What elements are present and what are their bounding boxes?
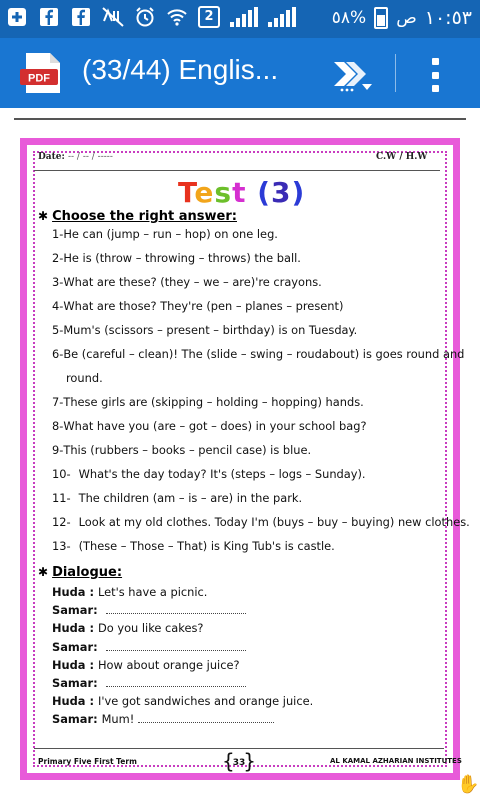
section-heading-choose: ✱ Choose the right answer: bbox=[38, 209, 237, 224]
dialogue-text: How about orange juice? bbox=[97, 657, 240, 672]
battery-icon bbox=[374, 7, 388, 29]
question-text: He can (jump – run – hop) on one leg. bbox=[63, 227, 278, 241]
dialogue-speaker: Samar: bbox=[52, 712, 98, 727]
answer-blank bbox=[106, 641, 246, 651]
question-text: This (rubbers – books – pencil case) is blue. bbox=[63, 443, 312, 457]
question-item bbox=[52, 395, 364, 409]
question-item bbox=[52, 251, 301, 265]
date-field: Date: -- / -- / ----- bbox=[38, 152, 113, 162]
question-item bbox=[52, 467, 366, 481]
page-top-divider bbox=[14, 118, 466, 120]
dialogue-line: Huda : Do you like cakes? bbox=[52, 621, 204, 636]
question-item bbox=[52, 491, 302, 505]
dialogue-speaker: Samar: bbox=[52, 676, 98, 690]
dialogue-text: Do you like cakes? bbox=[97, 621, 204, 636]
dialogue-line bbox=[52, 640, 246, 654]
battery-percent: ٥٨% bbox=[331, 8, 367, 28]
question-item bbox=[52, 443, 311, 457]
dialogue-speaker: Huda bbox=[52, 585, 86, 599]
test-letter: e bbox=[194, 176, 215, 209]
dialogue-speaker: Huda bbox=[52, 657, 86, 672]
question-text: What are those? They're (pen – planes – present) bbox=[63, 299, 344, 313]
page-number: { 33 } bbox=[224, 752, 254, 774]
status-right bbox=[332, 7, 472, 29]
status-bar bbox=[0, 0, 480, 38]
question-text: The children (am – is – are) in the park. bbox=[78, 491, 303, 505]
question-item bbox=[52, 539, 335, 553]
mute-icon bbox=[102, 6, 124, 28]
test-title: Test (3) bbox=[178, 176, 306, 209]
question-number: 5- bbox=[52, 323, 64, 337]
dialogue-text: I've got sandwiches and orange juice. bbox=[97, 694, 314, 709]
facebook-icon bbox=[70, 6, 92, 28]
question-item bbox=[52, 227, 278, 241]
facebook-icon bbox=[38, 6, 60, 28]
question-item bbox=[52, 347, 464, 361]
question-text: He is (throw – throwing – throws) the ball. bbox=[63, 251, 301, 265]
add-icon bbox=[6, 6, 28, 28]
dialogue-speaker: Huda bbox=[52, 621, 86, 636]
dialogue-line bbox=[52, 603, 246, 617]
footer-divider bbox=[34, 748, 444, 749]
dialogue-text: Let's have a picnic. bbox=[97, 585, 208, 599]
question-text: These girls are (skipping – holding – hopping) hands. bbox=[63, 395, 364, 409]
question-number: 9- bbox=[52, 443, 64, 457]
question-number: 1- bbox=[52, 227, 64, 241]
question-number: 12- bbox=[52, 515, 71, 529]
app-bar bbox=[0, 38, 480, 108]
am-pm-indicator: ص bbox=[396, 8, 417, 28]
question-text: Mum's (scissors – present – birthday) is on Tuesday. bbox=[63, 323, 358, 337]
question-number: 7- bbox=[52, 395, 64, 409]
question-number: 11- bbox=[52, 491, 71, 505]
question-number: 4- bbox=[52, 299, 64, 313]
question-text: (These – Those – That) is King Tub's is castle. bbox=[78, 539, 335, 553]
question-number: 13- bbox=[52, 539, 71, 553]
pdf-icon[interactable] bbox=[20, 51, 64, 95]
dialogue-line: Huda : How about orange juice? bbox=[52, 657, 240, 672]
dialogue-line: Huda : I've got sandwiches and orange juice. bbox=[52, 694, 314, 709]
question-text: Be (careful – clean)! The (slide – swing – roudabout) is goes round and bbox=[63, 347, 465, 361]
test-word bbox=[178, 176, 246, 209]
asterisk-icon: ✱ bbox=[38, 209, 49, 223]
section-heading-dialogue: ✱ Dialogue: bbox=[38, 565, 123, 580]
test-letter: t bbox=[232, 176, 247, 209]
question-number: 8- bbox=[52, 419, 64, 433]
dialogue-text: Mum! bbox=[101, 712, 135, 727]
asterisk-icon: ✱ bbox=[38, 565, 49, 579]
wifi-icon bbox=[166, 6, 188, 28]
footer-term: Primary Five First Term bbox=[38, 757, 137, 766]
question-item bbox=[66, 371, 103, 385]
app-bar-divider bbox=[395, 54, 396, 92]
clock: ١٠:٥٣ bbox=[424, 7, 472, 29]
question-item bbox=[52, 323, 357, 337]
sim-icon: 2 bbox=[198, 6, 220, 28]
question-item bbox=[52, 299, 343, 313]
cw-hw-label: C.W / H.W bbox=[376, 152, 428, 162]
question-text: What's the day today? It's (steps – logs – Sunday). bbox=[78, 467, 366, 481]
signal-icon bbox=[268, 7, 296, 27]
alarm-icon bbox=[134, 6, 156, 28]
question-text: round. bbox=[66, 371, 103, 385]
question-text: What are these? (they – we – are)'re crayons. bbox=[63, 275, 322, 289]
dialogue-speaker: Huda bbox=[52, 694, 86, 709]
question-number: 2- bbox=[52, 251, 64, 265]
question-text: What have you (are – got – does) in your school bag? bbox=[63, 419, 367, 433]
question-number: 6- bbox=[52, 347, 64, 361]
answer-blank bbox=[138, 713, 274, 723]
notification-icons bbox=[6, 6, 296, 28]
test-letter: s bbox=[214, 176, 233, 209]
dialogue-line bbox=[52, 712, 274, 726]
overflow-menu-icon[interactable] bbox=[432, 58, 440, 92]
document-title: (33/44) Englis... bbox=[82, 54, 279, 85]
dialogue-speaker: Samar: bbox=[52, 639, 98, 654]
dialogue-line bbox=[52, 676, 246, 690]
answer-blank bbox=[106, 677, 246, 687]
pdf-badge-text: PDF bbox=[28, 72, 50, 85]
question-number: 10- bbox=[52, 467, 71, 481]
share-icon[interactable] bbox=[332, 56, 376, 94]
question-text: Look at my old clothes. Today I'm (buys – buy – buying) new clothes. bbox=[78, 515, 470, 529]
question-number: 3- bbox=[52, 275, 64, 289]
footer-institute: AL KAMAL AZHARIAN INSTITUTES bbox=[330, 757, 462, 765]
signal-icon bbox=[230, 7, 258, 27]
header-divider bbox=[34, 170, 440, 171]
dialogue-speaker: Samar: bbox=[52, 603, 98, 618]
hand-cursor-icon: ✋ bbox=[457, 774, 480, 795]
question-item bbox=[52, 419, 367, 433]
dialogue-line: Huda : Let's have a picnic. bbox=[52, 585, 208, 599]
answer-blank bbox=[106, 604, 246, 614]
question-item bbox=[52, 515, 470, 529]
question-item bbox=[52, 275, 322, 289]
test-letter: T bbox=[178, 176, 195, 209]
